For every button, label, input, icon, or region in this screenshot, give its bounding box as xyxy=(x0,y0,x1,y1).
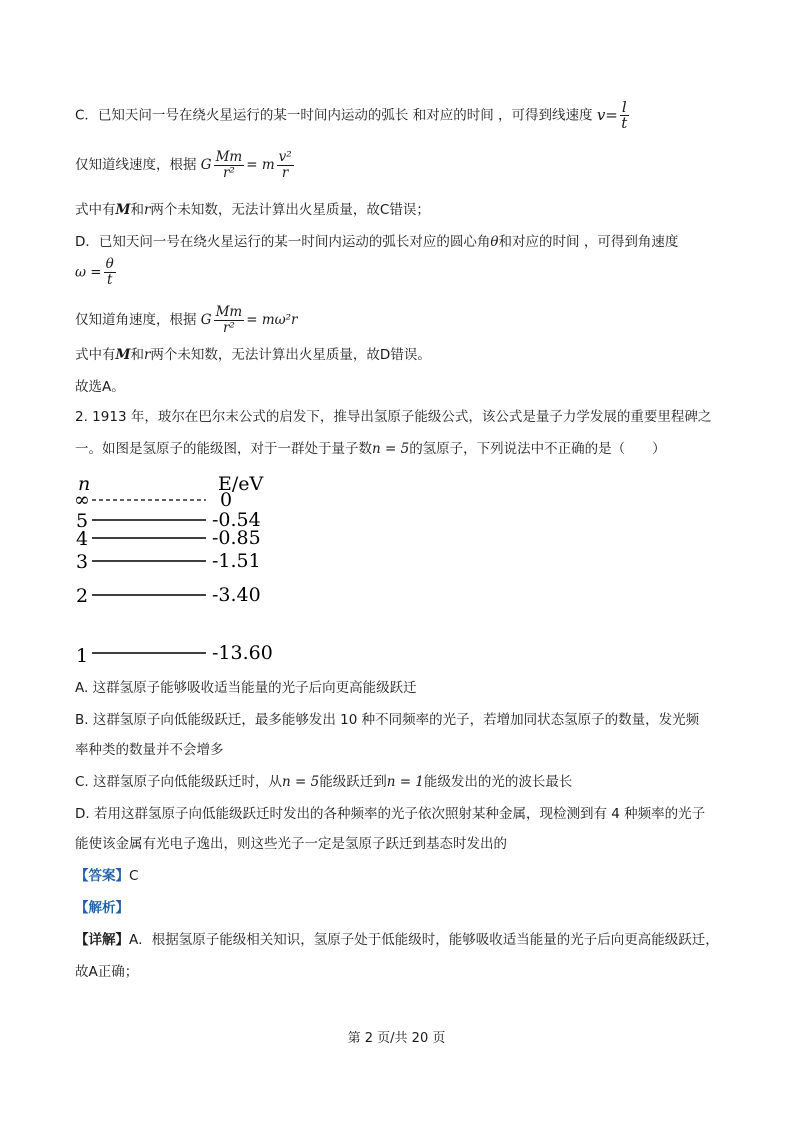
answer-line xyxy=(75,866,138,886)
level-e-3: -1.51 xyxy=(212,550,261,572)
level-e-4: -0.85 xyxy=(212,527,261,549)
line-c-gravity xyxy=(75,150,296,181)
line-d-gravity: 仅知道角速度，根据 G $\frac{Mm}{\text{r²}}$ = mω²r xyxy=(75,304,298,336)
level-e-5: -0.54 xyxy=(212,509,261,531)
level-n-4: 4 xyxy=(76,528,89,550)
answer-tag: 【答案】 xyxy=(75,868,129,884)
question-2-line-2: 一。如图是氢原子的能级图，对于一群处于量子数n = 5的氢原子，下列说法中不正确的是（ ） xyxy=(75,441,666,457)
energy-axis-label: E/eV xyxy=(218,473,264,495)
choose-answer: 故选A。 xyxy=(75,379,125,395)
level-e-2: -3.40 xyxy=(212,584,261,606)
detail-tag: 【详解】 xyxy=(75,932,129,948)
line-d-conclusion: 式中有M和r两个未知数，无法计算出火星质量，故D错误。 xyxy=(75,347,431,363)
option-c-text: C．已知天问一号在绕火星运行的某一时间内运动的弧长 和对应的时间 ，可得到线速度 xyxy=(75,107,593,124)
gravity-formula-angular: G $\frac{Mm}{\text{r²}}$ = mω²r xyxy=(200,304,298,336)
page-footer: 第 2 页/共 20 页 xyxy=(347,1031,446,1046)
option-c: C. 这群氢原子向低能级跃迁时，从n = 5能级跃迁到n = 1能级发出的光的波长最长 xyxy=(75,774,573,790)
level-n-2: 2 xyxy=(76,585,89,607)
option-a: A. 这群氢原子能够吸收适当能量的光子后向更高能级跃迁 xyxy=(75,680,417,696)
detail-line-1: 【详解】A．根据氢原子能级相关知识，氢原子处于低能级时，能够吸收适当能量的光子后向更高能级跃迁， xyxy=(75,932,719,948)
level-e-1: -13.60 xyxy=(212,642,273,664)
c-gravity-text: 仅知道线速度，根据 xyxy=(75,157,197,173)
level-n-inf: ∞ xyxy=(74,489,90,511)
question-2-line-1: 2. 1913 年，玻尔在巴尔末公式的启发下，推导出氢原子能级公式，该公式是量子力学发展的重要里程碑之 xyxy=(75,409,712,425)
line-option-c xyxy=(75,100,631,131)
n-axis-label: n xyxy=(78,473,91,495)
angular-velocity-formula: ω = $\frac{\theta}{t}$ xyxy=(75,256,114,288)
option-d-line-1: D. 若用这群氢原子向低能级跃迁时发出的各种频率的光子依次照射某种金属，现检测到有 4 种频率的光子 xyxy=(75,806,706,822)
analysis-line xyxy=(75,898,129,918)
level-e-inf: 0 xyxy=(220,489,233,511)
analysis-tag: 【解析】 xyxy=(75,900,129,916)
option-d-line-2: 能使该金属有光电子逸出，则这些光子一定是氢原子跃迁到基态时发出的 xyxy=(75,836,507,852)
option-b-line-2: 率种类的数量并不会增多 xyxy=(75,742,224,758)
answer-value: C xyxy=(129,868,139,884)
level-n-3: 3 xyxy=(76,551,89,573)
energy-level-diagram xyxy=(68,468,283,668)
gravity-formula-linear: G $\frac{Mm}{\text{r²}}$ = m $\frac{\text{v²}}{r}$ xyxy=(200,149,292,181)
line-c-conclusion: 式中有M和r两个未知数，无法计算出火星质量，故C错误； xyxy=(75,202,430,218)
level-n-5: 5 xyxy=(76,510,89,532)
velocity-formula: v= $\frac{l}{t}$ xyxy=(596,98,628,132)
line-option-d: D．已知天问一号在绕火星运行的某一时间内运动的弧长对应的圆心角θ和对应的时间 ，可得到角速度 xyxy=(75,234,679,250)
detail-line-2: 故A正确； xyxy=(75,964,139,980)
level-n-1: 1 xyxy=(76,645,89,667)
option-b-line-1: B. 这群氢原子向低能级跃迁，最多能够发出 10 种不同频率的光子，若增加同状态氢原子的数量，发光频 xyxy=(75,712,700,728)
